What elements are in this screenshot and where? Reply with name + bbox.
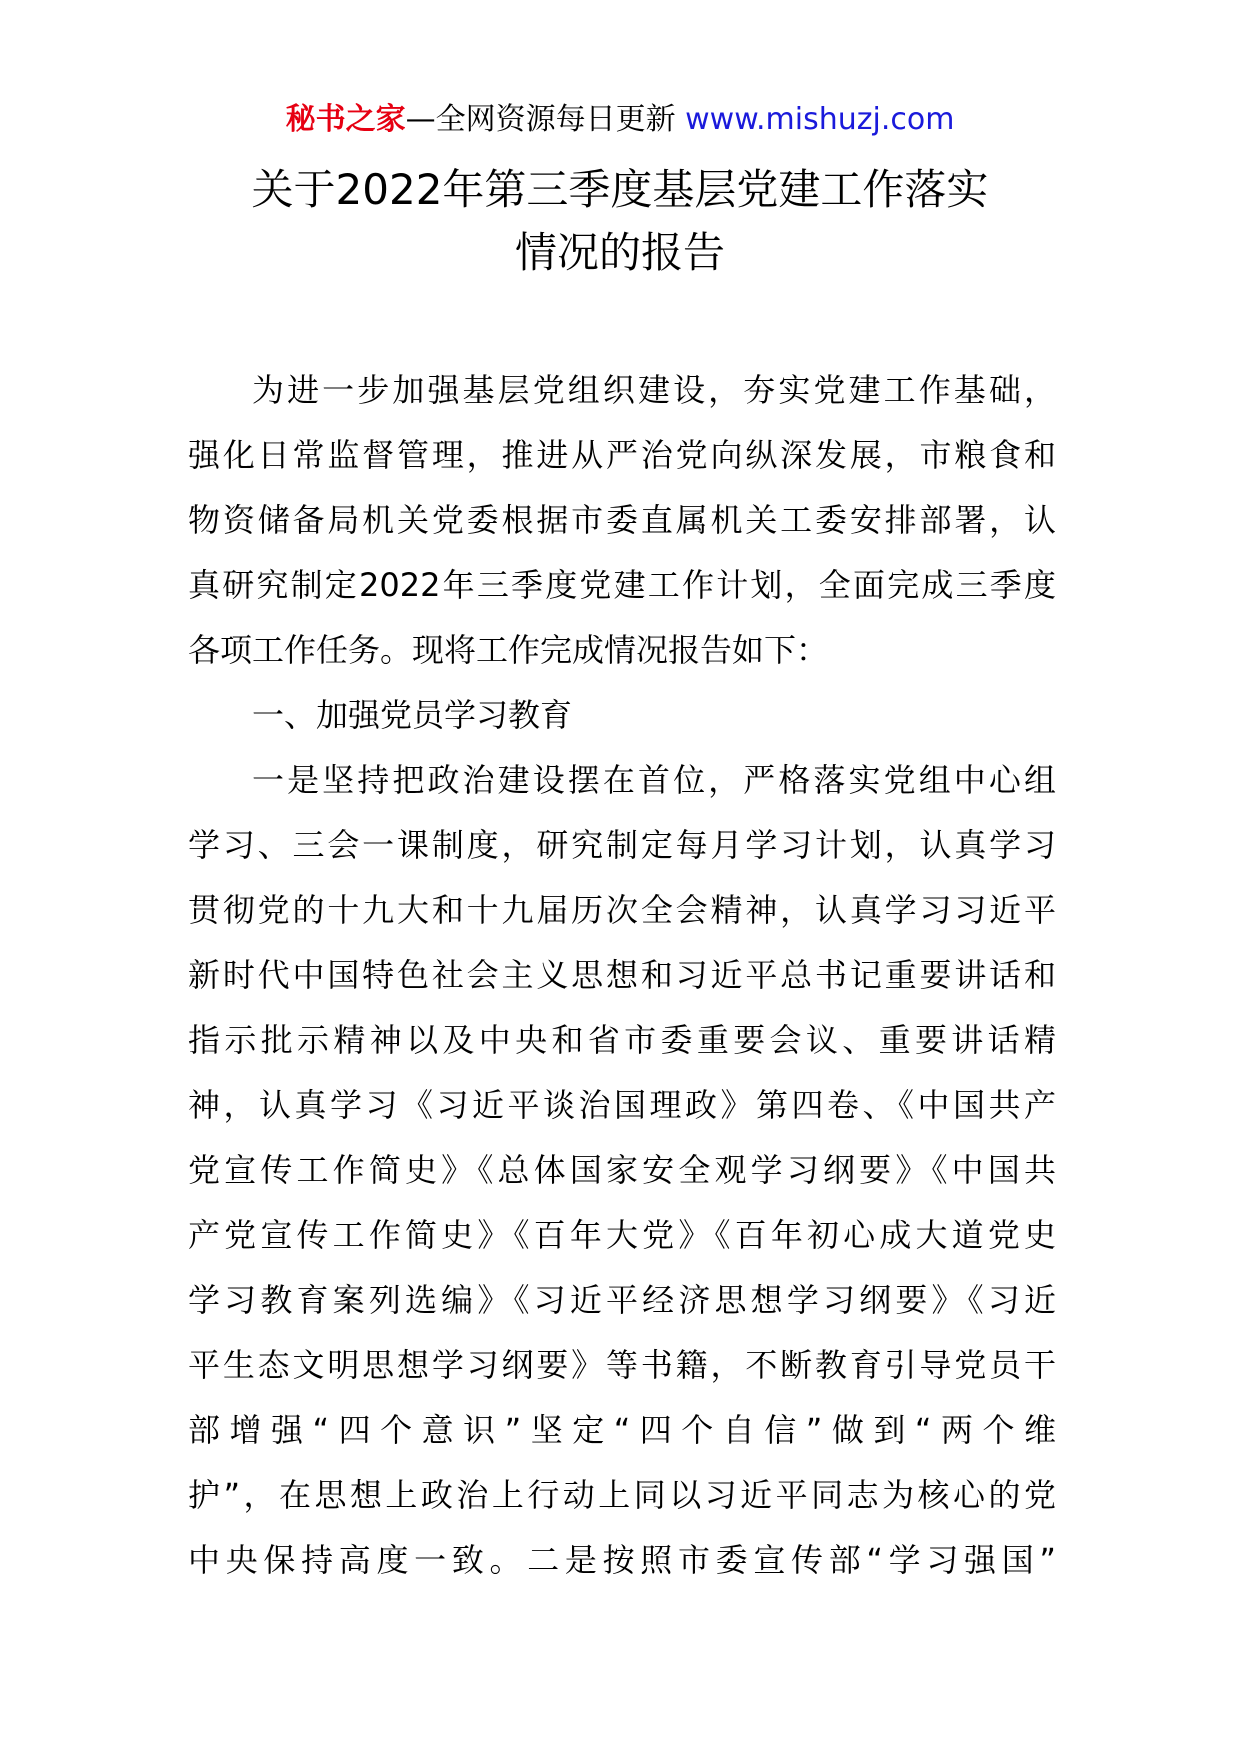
paragraph-line: 新时代中国特色社会主义思想和习近平总书记重要讲话和 — [188, 956, 1056, 994]
paragraph-line: 学习教育案列选编》《习近平经济思想学习纲要》《习近 — [188, 1281, 1056, 1319]
paragraph-line: 为进一步加强基层党组织建设，夯实党建工作基础， — [252, 371, 1056, 409]
paragraph-line: 指示批示精神以及中央和省市委重要会议、重要讲话精 — [188, 1021, 1056, 1059]
paragraph-line: 神，认真学习《习近平谈治国理政》第四卷、《中国共产 — [188, 1086, 1056, 1124]
paragraph-line: 产党宣传工作简史》《百年大党》《百年初心成大道党史 — [188, 1216, 1056, 1254]
title-line-1: 关于2022年第三季度基层党建工作落实 — [251, 165, 989, 214]
header-tagline: —全网资源每日更新 — [405, 102, 676, 137]
paragraph-line: 平生态文明思想学习纲要》等书籍，不断教育引导党员干 — [188, 1346, 1056, 1384]
paragraph-line: 贯彻党的十九大和十九届历次全会精神，认真学习习近平 — [188, 891, 1056, 929]
paragraph-line: 党宣传工作简史》《总体国家安全观学习纲要》《中国共 — [188, 1151, 1056, 1189]
site-header — [0, 100, 1240, 140]
document-title — [0, 158, 1240, 284]
paragraph-line: 护”，在思想上政治上行动上同以习近平同志为核心的党 — [188, 1476, 1056, 1514]
paragraph-line: 学习、三会一课制度，研究制定每月学习计划，认真学习 — [188, 826, 1056, 864]
title-line-2: 情况的报告 — [514, 228, 725, 277]
paragraph-line: 强化日常监督管理，推进从严治党向纵深发展，市粮食和 — [188, 436, 1056, 474]
document-body — [188, 358, 1056, 1593]
brand-name: 秘书之家 — [285, 102, 406, 137]
paragraph-line: 中央保持高度一致。二是按照市委宣传部“学习强国” — [188, 1541, 1056, 1579]
paragraph-line: 部增强“四个意识”坚定“四个自信”做到“两个维 — [188, 1411, 1056, 1449]
paragraph-line: 各项工作任务。现将工作完成情况报告如下： — [188, 631, 829, 669]
paragraph-line: 物资储备局机关党委根据市委直属机关工委安排部署，认 — [188, 501, 1056, 539]
section-paragraph — [188, 748, 1056, 1593]
paragraph-line: 一是坚持把政治建设摆在首位，严格落实党组中心组 — [252, 761, 1056, 799]
intro-paragraph — [188, 358, 1056, 683]
site-url-link[interactable]: www.mishuzj.com — [685, 102, 955, 137]
paragraph-line: 真研究制定2022年三季度党建工作计划，全面完成三季度 — [188, 566, 1056, 604]
section-heading: 一、加强党员学习教育 — [252, 696, 573, 734]
